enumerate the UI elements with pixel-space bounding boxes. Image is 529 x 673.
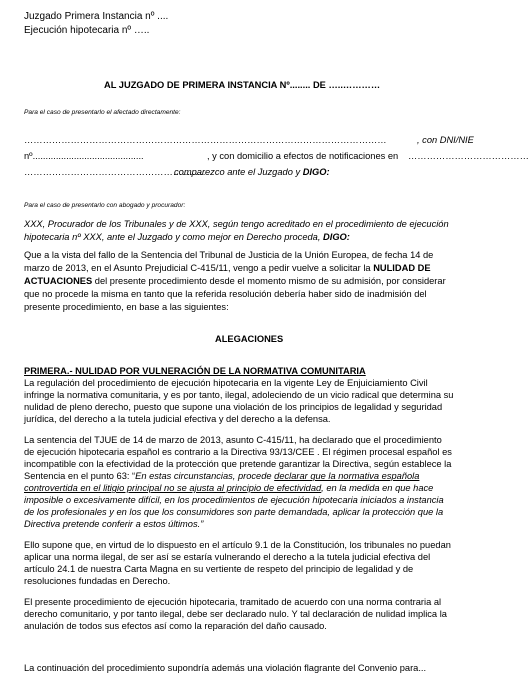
procurador-line-2-text: hipotecaria nº XXX, ante el Juzgado y como mejor en Derecho proceda, <box>24 232 321 242</box>
primera-p5-partial: La continuación del procedimiento supondría además una violación flagrante del Convenio para... <box>24 663 427 673</box>
procurador-line-1: XXX, Procurador de los Tribunales y de XXX, según tengo acreditado en el procedimiento de ejecución <box>24 219 449 229</box>
affected-domicile-text: , y con domicilio a efectos de notificaciones en <box>207 151 399 161</box>
procurador-digo-label: DIGO: <box>323 232 350 242</box>
primera-p3-line: Ello supone que, en virtud de lo dispuesto en el artículo 9.1 de la Constitución, los tribunales no puedan <box>24 540 451 550</box>
primera-p1-line: jurídica, del derecho a la tutela judicial efectiva y del derecho a la defensa. <box>24 414 331 424</box>
intro-line-5: presente procedimiento, en base a las siguientes: <box>24 302 229 312</box>
intro-line-1: Que a la vista del fallo de la Sentencia del Tribunal de Justicia de la Unión Europea, de fecha 14 de <box>24 250 434 260</box>
primera-p2-line-2: de ejecución hipotecaria español es contrario a la Directiva 93/13/CEE . El régimen procesal español es <box>24 447 452 457</box>
primera-p3-line: aplicar una norma ilegal, de ser así se estaría vulnerando el derecho a la tutela judicial efectiva del <box>24 552 431 562</box>
primera-p2-line-7: de los profesionales y en los que los consumidores son parte demandada, aplicar la protección que la <box>24 507 444 517</box>
nulidad-label: NULIDAD DE <box>373 263 431 273</box>
primera-p1-line: La regulación del procedimiento de ejecución hipotecaria en la vigente Ley de Enjuiciamiento Civil <box>24 378 428 388</box>
court-line: Juzgado Primera Instancia nº .... <box>24 11 169 22</box>
primera-p3-line: artículo 24.1 de nuestra Carta Magna en su vertiente de respeto del principio de legalidad y de <box>24 564 414 574</box>
primera-p2-line-1: La sentencia del TJUE de 14 de marzo de 2013, asunto C-415/11, ha declarado que el procedimiento <box>24 435 442 445</box>
p2-line-4-text: Sentencia en el punto 63: “ <box>24 471 136 481</box>
primera-p2-line-5 <box>24 484 433 493</box>
procurador-note: Para el caso de presentarlo con abogado y procurador: <box>24 202 186 209</box>
intro-line-3 <box>24 277 446 286</box>
procurador-line-2 <box>24 233 350 242</box>
primera-p4-line: derecho comunitario, y por tanto ilegal, debe ser declarado nulo. Y tal declaración de nulidad implica la <box>24 609 447 619</box>
affected-note: Para el caso de presentarlo el afectado directamente: <box>24 109 181 116</box>
affected-number-dots: nº........................................... <box>24 151 144 161</box>
intro-line-2-text: marzo de 2013, en el Asunto Prejudicial C-415/11, vengo a pedir vuelve a solicitar la <box>24 263 371 273</box>
affected-dni-label: , con DNI/NIE <box>417 135 474 145</box>
affected-address-dots: ……………………………………………......... <box>24 167 206 177</box>
primera-p1-line: nulidad de pleno derecho, puesto que supone una violación de los principios de legalidad y seguridad <box>24 402 443 412</box>
affected-name-dots: ……………………………………………………………………………………………………… <box>24 135 387 145</box>
affected-domicile-dots: ………………………………… <box>408 151 529 161</box>
primera-p1-line: infringe la normativa comunitaria, y es por tanto, ilegal, adoleciendo de un vicio radical que determina su <box>24 390 454 400</box>
affected-comparezco <box>174 168 330 177</box>
primera-p4-line: anulación de todos sus efectos así como la reparación del daño causado. <box>24 621 327 631</box>
p2-line-5-italic: , en la medida en que hace <box>321 483 434 493</box>
section-title: ALEGACIONES <box>215 334 284 344</box>
primera-p2-line-6: imposible o excesivamente difícil, en los procedimientos de ejecución hipotecaria iniciados a instancia <box>24 495 444 505</box>
primera-p2-line-4 <box>24 472 419 481</box>
p2-line-4-underline: declarar que la normativa española <box>274 471 420 481</box>
intro-line-4: que no procede la misma en tanto que la referida resolución debería haber sido de inadmisión del <box>24 289 427 299</box>
primera-heading: PRIMERA.- NULIDAD POR VULNERACIÓN DE LA NORMATIVA COMUNITARIA <box>24 366 366 376</box>
case-line: Ejecución hipotecaria nº ….. <box>24 25 150 36</box>
primera-p3-line: resoluciones fundadas en Derecho. <box>24 576 171 586</box>
primera-p4-line: El presente procedimiento de ejecución hipotecaria, tramitado de acuerdo con una norma contraria al <box>24 597 442 607</box>
p2-line-4-italic: En estas circunstancias, procede <box>135 471 272 481</box>
addressee: AL JUZGADO DE PRIMERA INSTANCIA Nº........ DE …..………… <box>104 80 381 90</box>
primera-p2-line-8: Directiva pretende conferir a estos últimos.” <box>24 519 204 529</box>
primera-p2-line-3: incompatible con la efectividad de la protección que pretende garantizar la Directiva, según establece la <box>24 459 452 469</box>
comparezco-text: comparezco ante el Juzgado y <box>174 167 301 177</box>
digo-label: DIGO: <box>302 167 330 177</box>
actuaciones-label: ACTUACIONES <box>24 276 93 286</box>
intro-line-3-text: del presente procedimiento desde el momento mismo de su admisión, por considerar <box>94 276 446 286</box>
intro-line-2 <box>24 264 431 273</box>
p2-line-5-underline: controvertida en el litigio principal no se ajusta al principio de efectividad <box>24 483 322 493</box>
